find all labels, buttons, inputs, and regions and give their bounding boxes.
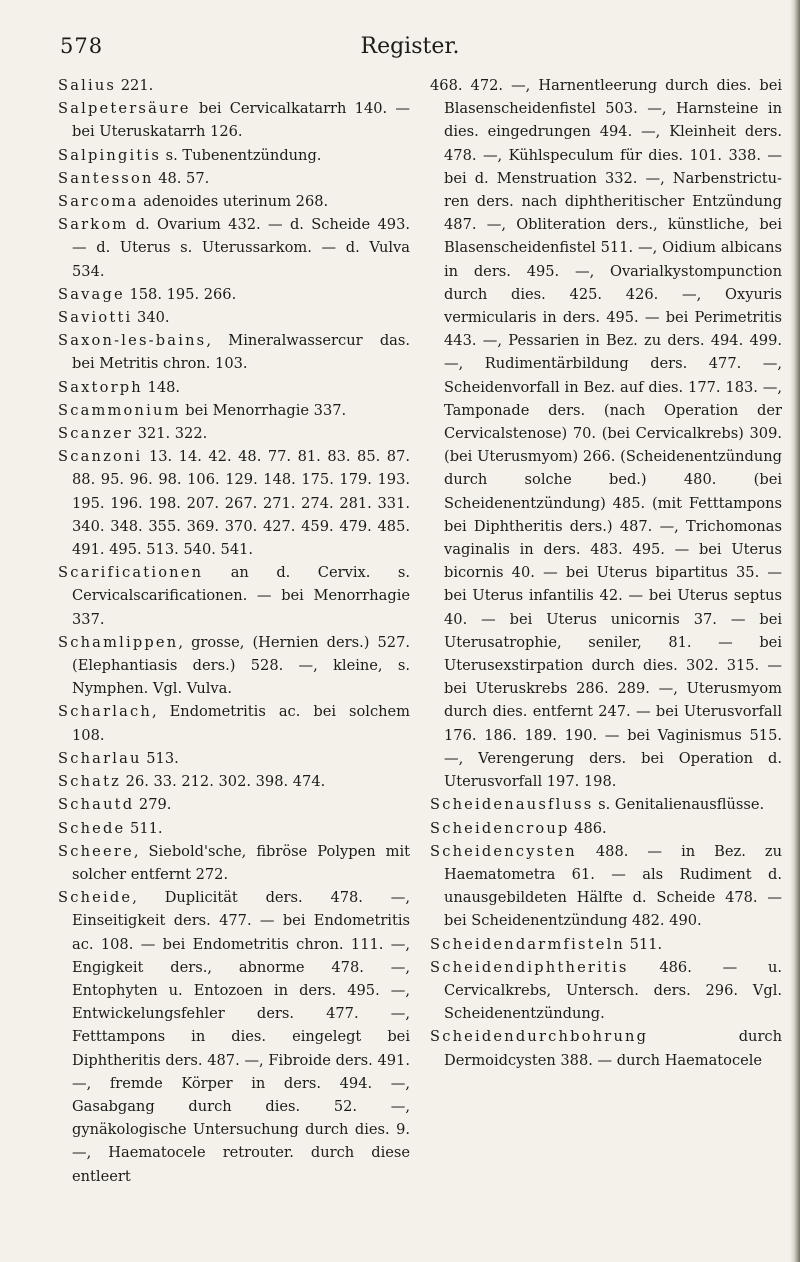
index-entry [58, 167, 410, 190]
index-entry [58, 886, 410, 1188]
entry-keyword: Schamlippen [58, 633, 179, 651]
index-entry [430, 933, 782, 956]
entry-keyword: Scheidendarmfisteln [430, 935, 626, 953]
entry-text: 158. 195. 266. [124, 285, 237, 303]
entry-keyword: Scheidendurchbohrung [430, 1028, 649, 1046]
entry-keyword: Salius [58, 77, 117, 94]
index-entry [58, 840, 410, 886]
page-edge-shadow [790, 0, 800, 1262]
index-entry [58, 306, 410, 329]
index-entry [58, 561, 410, 631]
entry-text: 511. [625, 935, 663, 953]
index-entry [58, 700, 410, 746]
index-entry [58, 770, 410, 793]
index-entry [58, 747, 410, 770]
index-entry [58, 329, 410, 375]
index-entry [430, 74, 782, 793]
index-entry [58, 817, 410, 840]
entry-text: bei Menorrhagie 337. [180, 401, 347, 419]
index-entry [58, 74, 410, 97]
page-header [60, 20, 760, 60]
index-entry [58, 283, 410, 306]
entry-text: 26. 33. 212. 302. 398. 474. [121, 773, 326, 791]
entry-keyword: Scanzoni [58, 448, 143, 466]
entry-text: , Siebold'sche, fibröse Polypen mit solcher entfernt 272. [72, 842, 410, 883]
entry-text: , Duplicität ders. 478. —, Einseitigkeit ders. 477. — bei Endometritis ac. 108. — bei Endometritis chron. 111. —, Engigkeit ders., abnorme 478. —, Entophyten u. Entozoen in ders. 495. —, Entwickelungsfehler ders. 477. —, Fetttampons in dies. eingelegt bei Diphtheritis ders. 487. —, Fibroide ders. 491. —, fremde Körper in ders. 494. —, Gasabgang durch dies. 52. —, gynäkologische Untersuchung durch dies. 9. —, Haematocele retrouter. durch diese entleert [72, 889, 410, 1185]
entry-text: 321. 322. [132, 425, 208, 443]
entry-keyword: Saxtorph [58, 378, 143, 396]
entry-keyword: Scarificationen [58, 564, 204, 582]
entry-text: an d. Cervix. s. Cervicalscarificationen. — bei Menorrhagie 337. [72, 564, 410, 628]
entry-keyword: Schede [58, 819, 126, 837]
entry-text: 148. [142, 378, 181, 396]
entry-text: 279. [134, 796, 172, 814]
entry-keyword: Scheidenausfluss [430, 796, 594, 814]
index-entry [430, 956, 782, 1026]
entry-text: adenoides uterinum 268. [138, 193, 329, 211]
index-entry [58, 97, 410, 143]
entry-text: 48. 57. [153, 169, 210, 187]
entry-keyword: Salpingitis [58, 146, 162, 164]
entry-text: durch Dermoidcysten 388. — durch Haematocele [444, 1028, 782, 1069]
index-entry [430, 840, 782, 933]
entry-text: , Mineralwassercur das. bei Metritis chron. 103. [72, 332, 410, 373]
index-entry [58, 422, 410, 445]
entry-keyword: Salpetersäure [58, 100, 191, 118]
entry-text: , Endometritis ac. bei solchem 108. [72, 703, 410, 744]
left-column [58, 74, 410, 1188]
entry-keyword: Scammonium [58, 401, 181, 419]
entry-keyword: Sarkom [58, 216, 129, 234]
entry-text: 221. [116, 77, 154, 94]
entry-keyword: Saviotti [58, 309, 133, 327]
entry-keyword: Scheidendiphtheritis [430, 958, 629, 976]
right-column [430, 74, 782, 1072]
index-entry [58, 376, 410, 399]
entry-keyword: Schatz [58, 773, 122, 791]
index-entry [58, 445, 410, 561]
index-entry [58, 631, 410, 701]
entry-keyword: Scheidencysten [430, 842, 577, 860]
entry-keyword: Scharlach [58, 703, 152, 721]
running-title: Register. [360, 34, 460, 59]
entry-text: 340. [132, 309, 170, 327]
index-entry [430, 817, 782, 840]
index-entry [430, 793, 782, 816]
entry-keyword: Santesson [58, 169, 154, 187]
index-entry [58, 144, 410, 167]
entry-keyword: Scheidencroup [430, 819, 570, 837]
entry-keyword: Sarcoma [58, 193, 139, 211]
entry-text: d. Ovarium 432. — d. Scheide 493. — d. Uterus s. Uterussarkom. — d. Vulva 534. [72, 216, 410, 280]
entry-keyword: Scheere [58, 842, 134, 860]
entry-text: , grosse, (Hernien ders.) 527. (Elephantiasis ders.) 528. —, kleine, s. Nymphen. Vgl. Vulva. [72, 633, 410, 698]
entry-keyword: Scheide [58, 889, 133, 907]
index-entry [58, 213, 410, 283]
entry-keyword: Savage [58, 285, 125, 303]
entry-text: 13. 14. 42. 48. 77. 81. 83. 85. 87. 88. 95. 96. 98. 106. 129. 148. 175. 179. 193. 195. 196. 198. 207. 267. 271. 274. 281. 331. 340. 348. 355. 369. 370. 427. 459. 479. 485. 491. 495. 513. 540. 541. [72, 448, 410, 559]
entry-text: 486. — u. Cervicalkrebs, Untersch. ders. 296. Vgl. Scheidenentzündung. [444, 958, 782, 1023]
entry-text: 488. — in Bez. zu Haematometra 61. — als Rudiment d. unausgebildeten Hälfte d. Scheide 478. — bei Scheidenentzündung 482. 490. [444, 842, 782, 930]
index-entry [58, 399, 410, 422]
entry-keyword: Scharlau [58, 749, 142, 767]
entry-text: s. Genitalienausflüsse. [593, 796, 765, 814]
entry-keyword: Saxon-les-bains [58, 332, 207, 350]
index-entry [430, 1025, 782, 1071]
entry-keyword: Scanzer [58, 425, 133, 443]
index-entry [58, 793, 410, 816]
entry-text: s. Tubenentzündung. [161, 146, 322, 164]
index-entry [58, 190, 410, 213]
entry-text: 486. [569, 819, 607, 837]
entry-keyword: Schautd [58, 796, 135, 814]
entry-text: 513. [141, 749, 179, 767]
page-number: 578 [60, 34, 104, 58]
entry-text: 511. [125, 819, 163, 837]
entry-text: bei Cervicalkatarrh 140. — bei Uteruskatarrh 126. [72, 100, 410, 141]
entry-text: 468. 472. —, Harnentleerung durch dies. bei Blasenscheidenfistel 503. —, Harnsteine in dies. eingedrungen 494. —, Kleinheit ders. 478. —, Kühlspeculum für dies. 101. 338. — bei d. Menstruation 332. —, Narbenstrictu-ren ders. nach diphtheritischer Entzündung 487. —, Obliteration ders., künstliche, bei Blasenscheidenfistel 511. —, Oidium albicans in ders. 495. —, Ovarialkystompunction durch dies. 425. 426. —, Oxyuris vermicularis in ders. 495. — bei Perimetritis 443. —, Pessarien in Bez. zu ders. 494. 499. —, Rudimentärbildung ders. 477. —, Scheidenvorfall in Bez. auf dies. 177. 183. —, Tamponade ders. (nach Operation der Cervicalstenose) 70. (bei Cervicalkrebs) 309. (bei Uterusmyom) 266. (Scheidenentzündung durch solche bed.) 480. (bei Scheidenentzündung) 485. (mit Fetttampons bei Diphtheritis ders.) 487. —, Trichomonas vaginalis in ders. 483. 495. — bei Uterus bicornis 40. — bei Uterus bipartitus 35. — bei Uterus infantilis 42. — bei Uterus septus 40. — bei Uterus unicornis 37. — bei Uterusatrophie, seniler, 81. — bei Uterusexstirpation durch dies. 302. 315. — bei Uteruskrebs 286. 289. —, Uterusmyom durch dies. entfernt 247. — bei Uterusvorfall 176. 186. 189. 190. — bei Vaginismus 515. —, Verengerung ders. bei Operation d. Uterusvorfall 197. 198. [430, 77, 782, 791]
